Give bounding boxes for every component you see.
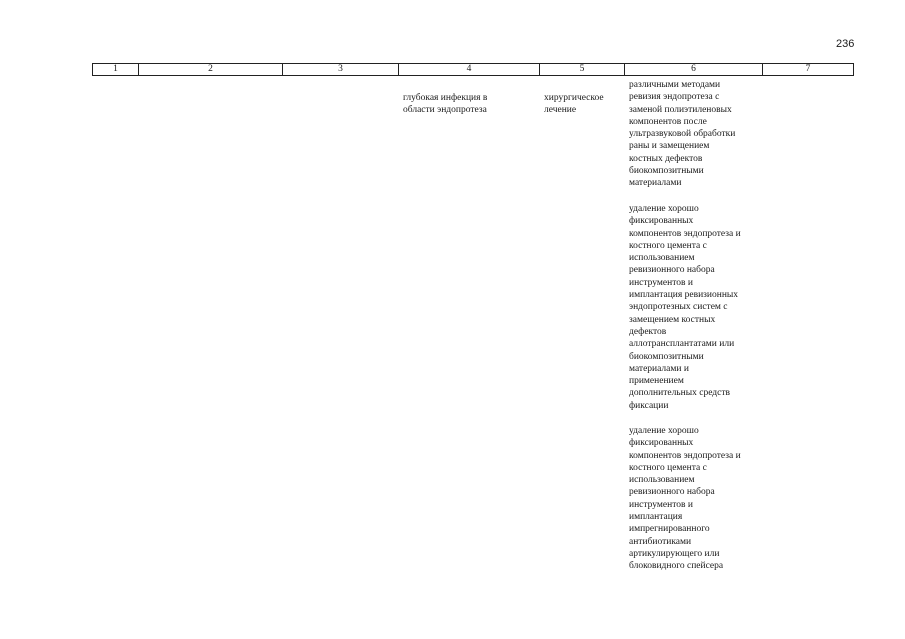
cell-treatment-type: хирургическое лечение [544,93,604,116]
cell-diagnosis: глубокая инфекция в области эндопротеза [403,93,488,116]
header-cell-1: 1 [93,64,139,75]
cell-treatment-method-2: удаление хорошо фиксированных компонентов эндопротеза и костного цемента с использованием ревизионного набора инструментов и имплантация ревизионных эндопротезных систем с замещением костных дефектов аллотрансплантатами или биокомпозитными материалами и применением дополнительных средств фиксации [629,204,741,411]
header-cell-2: 2 [139,64,283,75]
header-cell-3: 3 [283,64,399,75]
page-number: 236 [836,38,855,50]
header-cell-4: 4 [399,64,540,75]
header-cell-6: 6 [625,64,763,75]
header-cell-7: 7 [805,64,811,74]
table-header-row [92,63,854,76]
cell-treatment-method-1: различными методами ревизия эндопротеза с заменой полиэтиленовых компонентов после ультразвуковой обработки раны и замещением костных дефектов биокомпозитными материалами [629,80,736,189]
header-cell-5: 5 [540,64,625,75]
cell-treatment-method-3: удаление хорошо фиксированных компонентов эндопротеза и костного цемента с использованием ревизионного набора инструментов и имплантация импрегнированного антибиотиками артикулирующего или блоковидного спейсера [629,426,741,572]
